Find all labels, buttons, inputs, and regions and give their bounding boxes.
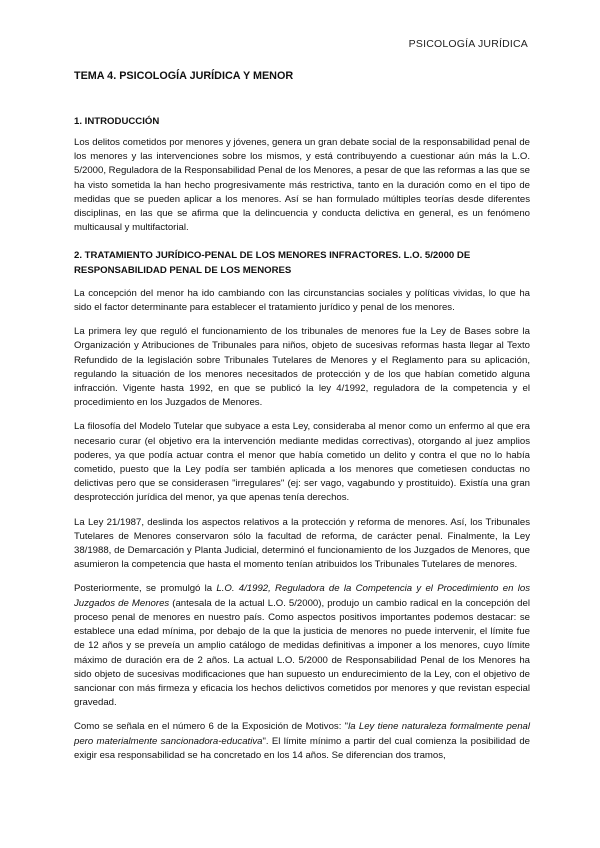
document-body — [74, 70, 530, 773]
italic-quote: la Ley tiene naturaleza formalmente penal pero materialmente sancionadora-educativa — [74, 721, 530, 747]
paragraph-text: (antesala de la actual L.O. 5/2000), produjo un cambio radical en la concepción del proceso penal de menores en nuestro país. Como aspectos positivos importantes podemos destacar: se establece una edad mínima, por debajo de la que la justicia de menores no puede intervenir, el límite fue de 12 años y se preveía un amplio catálogo de medidas definitivas a imponer a los menores, cuyo límite máximo de duración era de 2 años. La actual L.O. 5/2000 de Responsabilidad Penal de los Menores ha sido objeto de sucesivas modificaciones que han supuesto un endurecimiento de la Ley, con el objetivo de sancionar con más firmeza y eficacia los hechos delictivos cometidos por menores y que revistan especial gravedad. — [74, 597, 530, 709]
paragraph-text: Posteriormente, se promulgó la — [74, 583, 217, 595]
document-title: TEMA 4. PSICOLOGÍA JURÍDICA Y MENOR — [74, 70, 294, 82]
paragraph: La concepción del menor ha ido cambiando con las circunstancias sociales y políticas vividas, lo que ha sido el factor determinante para establecer el tratamiento jurídico y penal de los menores. — [74, 287, 530, 314]
section-heading-tratamiento: 2. TRATAMIENTO JURÍDICO-PENAL DE LOS MENORES INFRACTORES. L.O. 5/2000 DE RESPONSABILIDAD PENAL DE LOS MENORES — [74, 250, 471, 276]
paragraph: Los delitos cometidos por menores y jóvenes, genera un gran debate social de la responsabilidad penal de los menores y las intervenciones sobre los mismos, y está contribuyendo a cuestionar aún más la L.O. 5/2000, Reguladora de la Responsabilidad Penal de los Menores, a pesar de que las reformas a las que se ha visto sometida la han hecho progresivamente más restrictiva, tanto en la duración como en el tipo de medidas que se pueden aplicar a los menores. Así se han formulado múltiples teorías desde diferentes disciplinas, en las que se afirma que la delincuencia y conducta delictiva en general, es un fenómeno multicausal y multifactorial. — [74, 137, 530, 234]
paragraph-text: ". El límite mínimo a partir del cual comienza la posibilidad de exigir esa responsabilidad se ha concretado en los 14 años. Se diferencian dos tramos, — [74, 735, 530, 761]
paragraph — [74, 720, 530, 763]
italic-law-title: L.O. 4/1992, Reguladora de la Competencia y el Procedimiento en los Juzgados de Menores — [74, 583, 530, 609]
paragraph-text: Como se señala en el número 6 de la Exposición de Motivos: " — [74, 721, 349, 733]
paragraph: La primera ley que reguló el funcionamiento de los tribunales de menores fue la Ley de Bases sobre la Organización y Atribuciones de Tribunales para niños, objeto de sucesivas reformas hasta llegar al Texto Refundido de la legislación sobre Tribunales Tutelares de Menores y el Reglamento para su aplicación, regulando la situación de los menores necesitados de protección y de los que habían cometido alguna infracción. Vigente hasta 1992, en que se publicó la ley 4/1992, reguladora de la competencia y el procedimiento en los Juzgados de Menores. — [74, 326, 530, 409]
paragraph — [74, 582, 530, 710]
paragraph: La filosofía del Modelo Tutelar que subyace a esta Ley, consideraba al menor como un enfermo al que era necesario curar (el objetivo era la intervención mediante medidas correctivas), otorgando al juez amplios poderes, ya que podía actuar contra el menor que había cometido un delito y contra el que no lo había cometido, puesto que la Ley podía ser también aplicada a los menores que cometiesen conductas no delictivas pero que se considerasen "irregulares" (ej: ser vago, vagabundo y prostituido). Existía una gran desprotección jurídica del menor, ya que apenas tenía derechos. — [74, 421, 530, 504]
paragraph: La Ley 21/1987, deslinda los aspectos relativos a la protección y reforma de menores. Así, los Tribunales Tutelares de Menores conservaron sólo la facultad de reforma, de carácter penal. Finalmente, la Ley 38/1988, de Demarcación y Planta Judicial, determinó el funcionamiento de los Juzgados de Menores, que asumieron la competencia que hasta el momento tenían atribuidos los Tribunales Tutelares de menores. — [74, 516, 530, 571]
section-heading-introduccion: 1. INTRODUCCIÓN — [74, 116, 160, 127]
running-header: PSICOLOGÍA JURÍDICA — [408, 38, 528, 50]
